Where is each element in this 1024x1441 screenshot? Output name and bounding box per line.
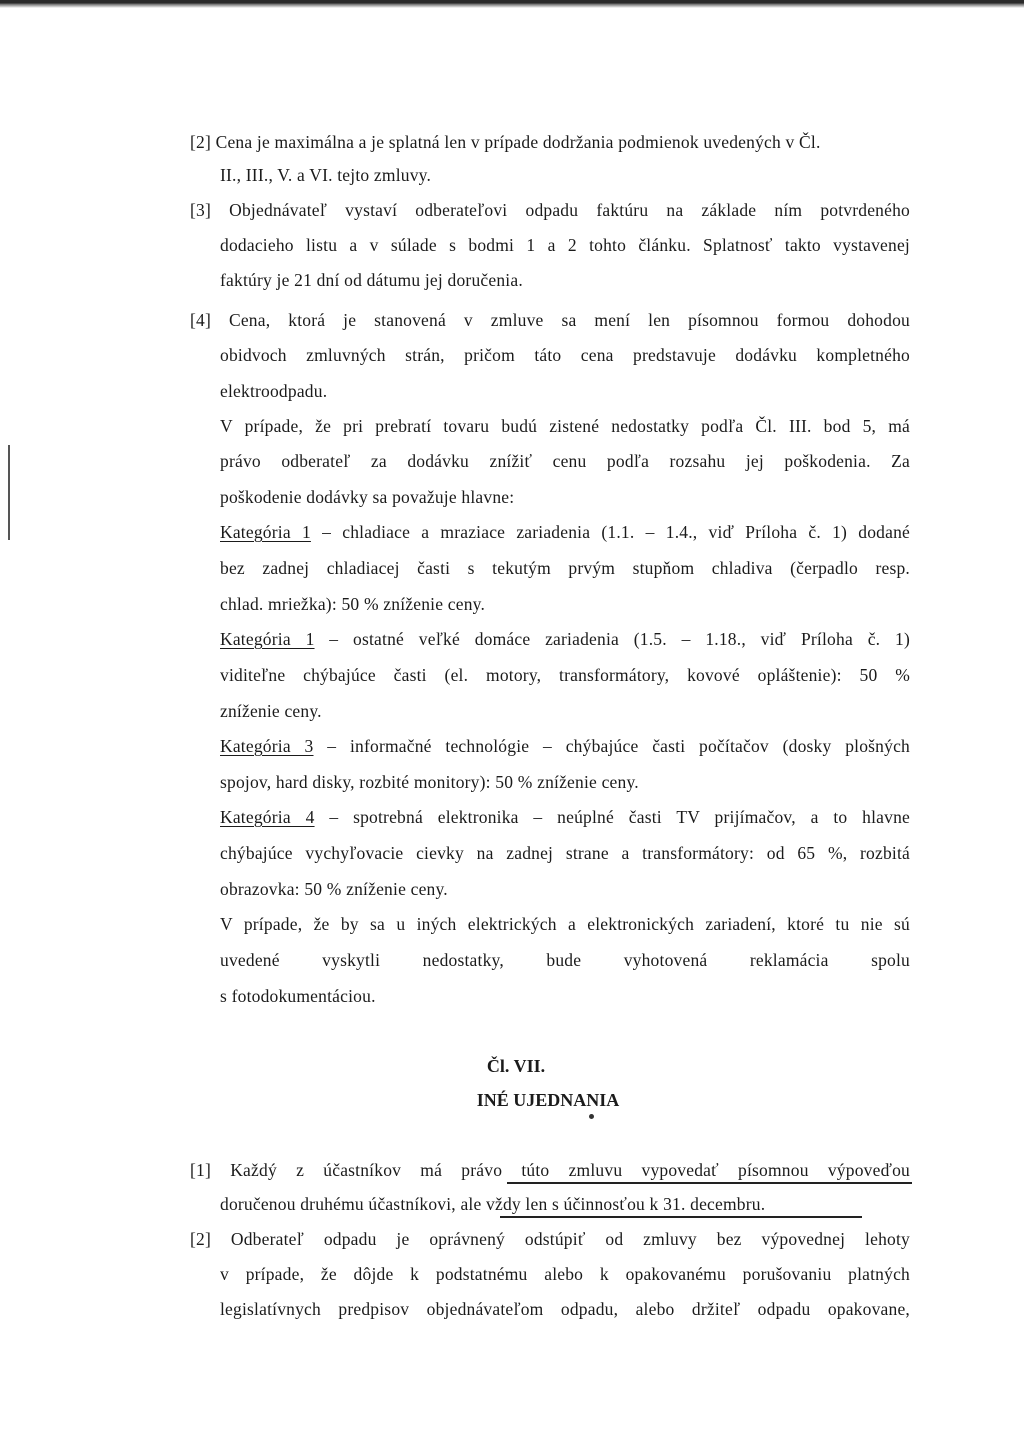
paragraph-4-line-3: elektroodpadu. (220, 381, 328, 401)
category-1b-label: Kategória 1 (220, 629, 315, 649)
section-paragraph-1-line-2: doručenou druhému účastníkovi, ale vždy len s účinnosťou k 31. decembru. (220, 1194, 766, 1214)
section-paragraph-1-line-1: [1] Každý z účastníkov má právo túto zmluvu vypovedať písomnou výpoveďou (190, 1160, 910, 1180)
paragraph-3-line-3: faktúry je 21 dní od dátumu jej doručenia. (220, 270, 523, 290)
paragraph-2-line-1: [2] Cena je maximálna a je splatná len v prípade dodržania podmienok uvedených v Čl. (190, 132, 821, 152)
handwritten-underline-1 (507, 1182, 912, 1184)
category-3-label: Kategória 3 (220, 736, 314, 756)
section-paragraph-2-line-2: v prípade, že dôjde k podstatnému alebo k opakovanému porušovaniu platných (220, 1264, 910, 1284)
category-3-line-2: spojov, hard disky, rozbité monitory): 50 % zníženie ceny. (220, 772, 639, 792)
paragraph-4-line-2: obidvoch zmluvných strán, pričom táto cena predstavuje dodávku kompletného (220, 345, 910, 365)
other-defects-line-2: uvedené vyskytli nedostatky, bude vyhotovená reklamácia spolu (220, 950, 910, 970)
category-1b-line-1 (220, 628, 910, 650)
ink-blot (589, 1114, 594, 1119)
category-1a-label: Kategória 1 (220, 522, 311, 542)
section-paragraph-2-line-3: legislatívnych predpisov objednávateľom odpadu, alebo držiteľ odpadu opakovane, (220, 1299, 910, 1319)
paragraph-3-line-1: [3] Objednávateľ vystaví odberateľovi odpadu faktúru na základe ním potvrdeného (190, 200, 910, 220)
category-4-line-1 (220, 806, 910, 828)
paragraph-4-line-4: V prípade, že pri prebratí tovaru budú zistené nedostatky podľa Čl. III. bod 5, má (220, 416, 910, 436)
scan-left-mark (8, 445, 10, 540)
paragraph-4-line-1: [4] Cena, ktorá je stanovená v zmluve sa mení len písomnou formou dohodou (190, 310, 910, 330)
other-defects-line-1: V prípade, že by sa u iných elektrických a elektronických zariadení, ktoré tu nie sú (220, 914, 910, 934)
category-4-line-2: chýbajúce vychyľovacie cievky na zadnej strane a transformátory: od 65 %, rozbitá (220, 843, 910, 863)
paragraph-2-line-2: II., III., V. a VI. tejto zmluvy. (220, 165, 432, 185)
category-1a-line-3: chlad. mriežka): 50 % zníženie ceny. (220, 594, 486, 614)
paragraph-4-line-6: poškodenie dodávky sa považuje hlavne: (220, 487, 515, 507)
scan-top-edge (0, 0, 1024, 8)
category-3-line-1 (220, 735, 910, 757)
category-1a-desc: – chladiace a mraziace zariadenia (1.1. – 1.4., viď Príloha č. 1) dodané (310, 522, 910, 542)
section-number: Čl. VII. (486, 1056, 546, 1076)
section-title: INÉ UJEDNANIA (476, 1090, 620, 1110)
category-1a-line-2: bez zadnej chladiacej časti s tekutým prvým stupňom chladiva (čerpadlo resp. (220, 558, 910, 578)
category-4-label: Kategória 4 (220, 807, 315, 827)
handwritten-underline-2 (500, 1216, 862, 1218)
category-3-desc: – informačné technológie – chýbajúce časti počítačov (dosky plošných (313, 736, 910, 756)
paragraph-4-line-5: právo odberateľ za dodávku znížiť cenu podľa rozsahu jej poškodenia. Za (220, 451, 910, 471)
section-paragraph-2-line-1: [2] Odberateľ odpadu je oprávnený odstúpiť od zmluvy bez výpovednej lehoty (190, 1229, 910, 1249)
category-1b-desc: – ostatné veľké domáce zariadenia (1.5. – 1.18., viď Príloha č. 1) (314, 629, 910, 649)
category-1b-line-3: zníženie ceny. (220, 701, 322, 721)
category-1a-line-1 (220, 521, 910, 543)
category-4-line-3: obrazovka: 50 % zníženie ceny. (220, 879, 448, 899)
category-1b-line-2: viditeľne chýbajúce časti (el. motory, transformátory, kovové opláštenie): 50 % (220, 665, 910, 685)
paragraph-3-line-2: dodacieho listu a v súlade s bodmi 1 a 2 tohto článku. Splatnosť takto vystavenej (220, 235, 910, 255)
other-defects-line-3: s fotodokumentáciou. (220, 986, 376, 1006)
category-4-desc: – spotrebná elektronika – neúplné časti TV prijímačov, a to hlavne (314, 807, 910, 827)
